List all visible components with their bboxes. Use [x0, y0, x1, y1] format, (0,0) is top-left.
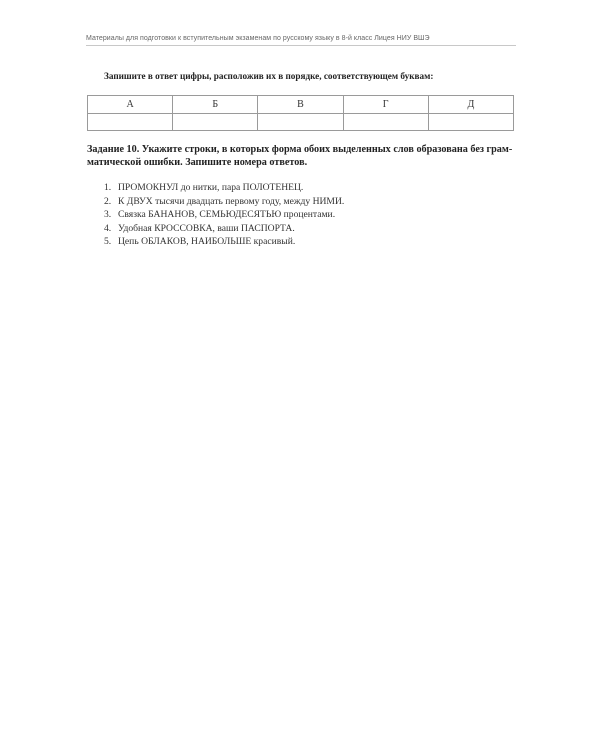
option-text: Цепь ОБЛАКОВ, НАИБОЛЬШЕ красивый.: [118, 236, 296, 247]
answer-table-answer-row: [88, 114, 514, 131]
task10-heading-line: Задание 10. Укажите строки, в которых форма обоих выделенных слов образована без грам-: [87, 144, 513, 155]
option-item: [104, 208, 504, 222]
task10-options-list: [104, 181, 504, 249]
answer-cell[interactable]: [173, 114, 258, 131]
option-text: ПРОМОКНУЛ до нитки, пара ПОЛОТЕНЕЦ.: [118, 182, 304, 193]
option-item: [104, 181, 504, 195]
option-number: 4.: [104, 222, 112, 234]
option-number: 3.: [104, 209, 112, 220]
option-text: Связка БАНАНОВ, СЕМЬЮДЕСЯТЬЮ процентами.: [118, 209, 336, 220]
option-number: 5.: [104, 236, 112, 247]
option-text: Удобная КРОССОВКА, ваши ПАСПОРТА.: [118, 222, 295, 234]
answer-cell[interactable]: [343, 114, 428, 131]
answer-table-letter-cell: А: [88, 96, 173, 114]
task10-heading: [87, 143, 517, 169]
answer-cell[interactable]: [258, 114, 343, 131]
task9-instruction: Запишите в ответ цифры, расположив их в порядке, соответствующем буквам:: [104, 71, 434, 81]
answer-table: [87, 95, 514, 131]
answer-table-letter-row: [88, 96, 514, 114]
option-text: К ДВУХ тысячи двадцать первому году, между НИМИ.: [118, 195, 345, 207]
answer-cell[interactable]: [428, 114, 513, 131]
answer-table-letter-cell: В: [258, 96, 343, 114]
answer-table-letter-cell: Г: [343, 96, 428, 114]
task10-heading-line: матической ошибки. Запишите номера ответов.: [87, 157, 308, 168]
option-item: [104, 195, 504, 209]
option-number: 1.: [104, 182, 112, 193]
option-item: [104, 222, 504, 236]
answer-cell[interactable]: [88, 114, 173, 131]
option-item: [104, 235, 504, 249]
answer-table-letter-cell: Б: [173, 96, 258, 114]
header-divider: [86, 45, 516, 46]
option-number: 2.: [104, 195, 112, 207]
running-header: Материалы для подготовки к вступительным экзаменам по русскому языку в 8-й класс Лицея НИУ ВШЭ: [86, 35, 430, 42]
answer-table-letter-cell: Д: [428, 96, 513, 114]
